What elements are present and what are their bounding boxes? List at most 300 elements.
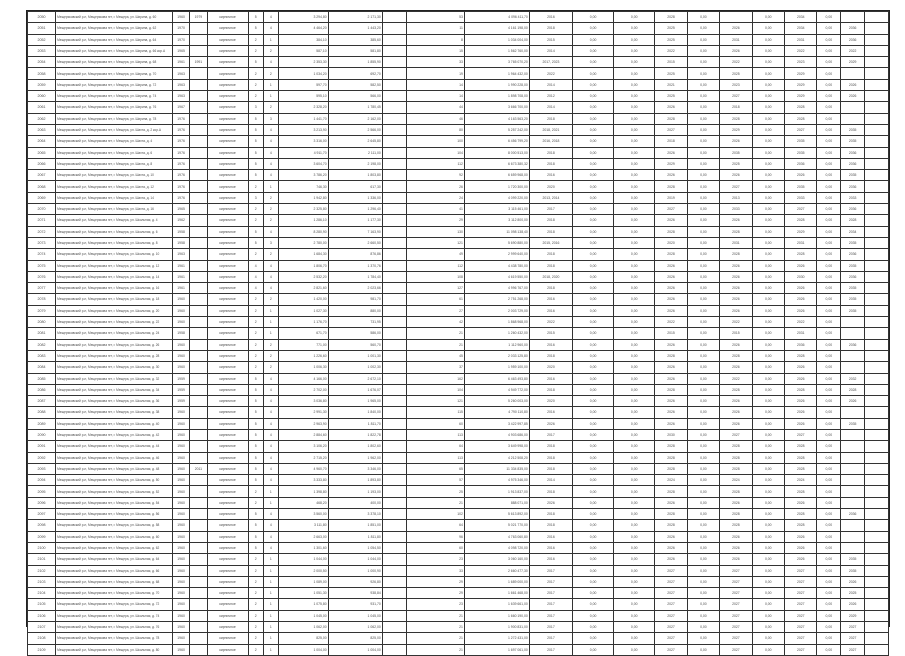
cost-cell: 4 903 686,00 — [464, 429, 529, 440]
share-2-cell: 0,00 — [687, 102, 719, 113]
wall-material-cell: кирпичное — [207, 554, 248, 565]
wall-material-cell: кирпичное — [207, 396, 248, 407]
share-3-cell: 0,00 — [752, 317, 784, 328]
share-cell: 0,00 — [614, 576, 655, 587]
year-rebuilt-cell — [190, 644, 207, 655]
blank-end-cell — [865, 441, 889, 452]
planned-year-cell: 2018 — [529, 158, 572, 169]
total-area-cell: 1 176,70 — [278, 317, 328, 328]
year-1-cell: 2027 — [655, 644, 687, 655]
floors-cell: 5 — [248, 158, 263, 169]
entrances-cell: 4 — [263, 147, 278, 158]
share-3-cell: 0,00 — [752, 644, 784, 655]
row-number-cell: 2079 — [28, 305, 56, 316]
year-3-cell: 2028 — [785, 452, 817, 463]
year-built-cell: 1963 — [172, 249, 189, 260]
year-built-cell: 1960 — [172, 305, 189, 316]
wall-material-cell: кирпичное — [207, 418, 248, 429]
year-built-cell: 1960 — [172, 554, 189, 565]
year-built-cell: 1961 — [172, 57, 189, 68]
year-1-cell: 2026 — [655, 339, 687, 350]
row-number-cell: 2085 — [28, 373, 56, 384]
wall-material-cell: кирпичное — [207, 576, 248, 587]
value-cell: 0,00 — [573, 23, 614, 34]
table-row — [28, 57, 889, 68]
address-prefix: Мещеряковский р-н, Мещерякова пгт, г. Мещера, ул. — [57, 229, 135, 234]
share-2-cell: 0,00 — [687, 599, 719, 610]
address-cell — [56, 271, 173, 282]
cost-cell: 4 438 780,00 — [464, 260, 529, 271]
share-cell: 0,00 — [614, 102, 655, 113]
address-street: Школьная, д. 44 — [135, 444, 160, 449]
year-2-cell: 2027 — [720, 599, 752, 610]
residents-cell: 130 — [406, 226, 464, 237]
year-2-cell: 2026 — [720, 554, 752, 565]
year-rebuilt-cell — [190, 362, 207, 373]
planned-year-cell: 2026 — [529, 418, 572, 429]
value-cell: 0,00 — [573, 565, 614, 576]
share-4-cell: 0,00 — [817, 350, 841, 361]
blank-cell — [382, 362, 406, 373]
living-area-cell: 7 163,90 — [328, 226, 382, 237]
floors-cell: 3 — [248, 102, 263, 113]
blank-cell — [382, 68, 406, 79]
row-number-cell: 2099 — [28, 531, 56, 542]
residents-cell: 113 — [406, 452, 464, 463]
address-prefix: Мещеряковский р-н, Мещерякова пгт, г. Мещера, ул. — [57, 71, 135, 76]
address-prefix: Мещеряковский р-н, Мещерякова пгт, г. Мещера, ул. — [57, 636, 135, 641]
planned-year-cell: 2014 — [529, 45, 572, 56]
year-4-cell: 2029 — [841, 57, 865, 68]
address-street: Шахта, д. 8 — [135, 161, 153, 166]
entrances-cell: 2 — [263, 350, 278, 361]
residents-cell: 11 — [406, 23, 464, 34]
living-area-cell: 566,00 — [328, 91, 382, 102]
total-area-cell: 3 294,80 — [278, 12, 328, 23]
living-area-cell: 1 811,70 — [328, 418, 382, 429]
address-cell — [56, 633, 173, 644]
share-4-cell: 0,00 — [817, 429, 841, 440]
year-rebuilt-cell — [190, 622, 207, 633]
address-prefix: Мещеряковский р-н, Мещерякова пгт, г. Мещера, ул. — [57, 94, 135, 99]
total-area-cell: 4 911,70 — [278, 147, 328, 158]
address-prefix: Мещеряковский р-н, Мещерякова пгт, г. Мещера, ул. — [57, 320, 135, 325]
residents-cell: 29 — [406, 215, 464, 226]
residents-cell: 37 — [406, 362, 464, 373]
total-area-cell: 1 062,00 — [278, 622, 328, 633]
floors-cell: 5 — [248, 520, 263, 531]
year-1-cell: 2028 — [655, 486, 687, 497]
address-street: Школьная, д. 64 — [135, 557, 160, 562]
share-cell: 0,00 — [614, 317, 655, 328]
row-number-cell: 2109 — [28, 644, 56, 655]
year-1-cell: 2027 — [655, 124, 687, 135]
cost-cell: 888 071,00 — [464, 497, 529, 508]
wall-material-cell: кирпичное — [207, 531, 248, 542]
planned-year-cell: 2017 — [529, 204, 572, 215]
total-area-cell: 746,30 — [278, 181, 328, 192]
year-4-cell — [841, 350, 865, 361]
year-rebuilt-cell — [190, 633, 207, 644]
year-3-cell: 2026 — [785, 283, 817, 294]
address-prefix: Мещеряковский р-н, Мещерякова пгт, г. Мещера, ул. — [57, 602, 135, 607]
share-2-cell: 0,00 — [687, 497, 719, 508]
year-built-cell: 1963 — [172, 68, 189, 79]
year-rebuilt-cell — [190, 429, 207, 440]
year-4-cell — [841, 12, 865, 23]
year-rebuilt-cell — [190, 158, 207, 169]
value-cell: 0,00 — [573, 588, 614, 599]
value-cell: 0,00 — [573, 91, 614, 102]
planned-year-cell: 2014 — [529, 79, 572, 90]
floors-cell: 5 — [248, 147, 263, 158]
total-area-cell: 1 684,30 — [278, 249, 328, 260]
year-2-cell: 2031 — [720, 34, 752, 45]
address-prefix: Мещеряковский р-н, Мещерякова пгт, г. Мещера, ул. — [57, 647, 135, 652]
address-cell — [56, 396, 173, 407]
blank-end-cell — [865, 565, 889, 576]
floors-cell: 2 — [248, 317, 263, 328]
share-2-cell: 0,00 — [687, 520, 719, 531]
year-4-cell: 2028 — [841, 215, 865, 226]
address-prefix: Мещеряковский р-н, Мещерякова пгт, г. Мещера, ул. — [57, 444, 135, 449]
year-2-cell: 2026 — [720, 294, 752, 305]
planned-year-cell: 2017 — [529, 610, 572, 621]
year-4-cell: 2035 — [841, 565, 865, 576]
entrances-cell: 4 — [263, 23, 278, 34]
address-prefix: Мещеряковский р-н, Мещерякова пгт, г. Мещера, ул. — [57, 128, 135, 133]
planned-year-cell: 2018 — [529, 441, 572, 452]
year-1-cell: 2028 — [655, 181, 687, 192]
blank-cell — [382, 102, 406, 113]
year-built-cell: 1976 — [172, 113, 189, 124]
year-4-cell — [841, 407, 865, 418]
cost-cell: 6 456 799,20 — [464, 136, 529, 147]
value-cell: 0,00 — [573, 633, 614, 644]
address-street: Школьная, д. 70 — [135, 591, 160, 596]
row-number-cell: 2082 — [28, 339, 56, 350]
year-4-cell — [841, 463, 865, 474]
residents-cell: 33 — [406, 565, 464, 576]
address-prefix: Мещеряковский р-н, Мещерякова пгт, г. Мещера, ул. — [57, 139, 135, 144]
share-cell: 0,00 — [614, 192, 655, 203]
year-2-cell: 2027 — [720, 429, 752, 440]
year-2-cell: 2026 — [720, 542, 752, 553]
share-3-cell: 0,00 — [752, 576, 784, 587]
cost-cell: 4 949 772,00 — [464, 384, 529, 395]
residents-cell: 108 — [406, 271, 464, 282]
share-2-cell: 0,00 — [687, 565, 719, 576]
year-3-cell: 2026 — [785, 531, 817, 542]
row-number-cell: 2062 — [28, 113, 56, 124]
share-4-cell: 0,00 — [817, 57, 841, 68]
year-3-cell: 2026 — [785, 260, 817, 271]
entrances-cell: 4 — [263, 136, 278, 147]
year-built-cell: 1958 — [172, 328, 189, 339]
blank-cell — [382, 147, 406, 158]
year-2-cell: 2026 — [720, 407, 752, 418]
row-number-cell: 2050 — [28, 12, 56, 23]
total-area-cell: 4 166,00 — [278, 373, 328, 384]
total-area-cell: 3 213,90 — [278, 124, 328, 135]
year-3-cell: 2028 — [785, 113, 817, 124]
year-rebuilt-cell — [190, 79, 207, 90]
entrances-cell: 4 — [263, 509, 278, 520]
planned-year-cell: 2016 — [529, 407, 572, 418]
year-built-cell: 1960 — [172, 317, 189, 328]
share-cell: 0,00 — [614, 124, 655, 135]
address-prefix: Мещеряковский р-н, Мещерякова пгт, г. Мещера, ул. — [57, 353, 135, 358]
year-2-cell: 2031 — [720, 237, 752, 248]
blank-end-cell — [865, 192, 889, 203]
blank-cell — [382, 12, 406, 23]
wall-material-cell: кирпичное — [207, 407, 248, 418]
share-cell: 0,00 — [614, 215, 655, 226]
blank-end-cell — [865, 644, 889, 655]
year-2-cell: 2026 — [720, 170, 752, 181]
share-2-cell: 0,00 — [687, 305, 719, 316]
value-cell: 0,00 — [573, 509, 614, 520]
row-number-cell: 2060 — [28, 91, 56, 102]
address-prefix: Мещеряковский р-н, Мещерякова пгт, г. Мещера, ул. — [57, 613, 135, 618]
address-street: Школьная, д. 48 — [135, 466, 160, 471]
blank-end-cell — [865, 68, 889, 79]
year-1-cell: 2024 — [655, 475, 687, 486]
year-2-cell: 2026 — [720, 531, 752, 542]
year-rebuilt-cell — [190, 192, 207, 203]
entrances-cell: 4 — [263, 124, 278, 135]
address-cell — [56, 181, 173, 192]
floors-cell: 5 — [248, 509, 263, 520]
year-1-cell: 2026 — [655, 373, 687, 384]
row-number-cell: 2098 — [28, 520, 56, 531]
cost-cell: 2 003 729,00 — [464, 305, 529, 316]
wall-material-cell: кирпичное — [207, 317, 248, 328]
share-3-cell: 0,00 — [752, 124, 784, 135]
year-3-cell: 2035 — [785, 181, 817, 192]
entrances-cell: 1 — [263, 181, 278, 192]
year-built-cell: 1976 — [172, 124, 189, 135]
living-area-cell: 880,00 — [328, 305, 382, 316]
year-3-cell: 2022 — [785, 45, 817, 56]
year-4-cell: 2026 — [841, 396, 865, 407]
share-cell: 0,00 — [614, 622, 655, 633]
address-cell — [56, 102, 173, 113]
year-3-cell: 2036 — [785, 158, 817, 169]
planned-year-cell: 2018 — [529, 463, 572, 474]
share-cell: 0,00 — [614, 136, 655, 147]
year-4-cell: 2035 — [841, 305, 865, 316]
floors-cell: 2 — [248, 362, 263, 373]
blank-end-cell — [865, 396, 889, 407]
share-3-cell: 0,00 — [752, 57, 784, 68]
blank-end-cell — [865, 12, 889, 23]
share-cell: 0,00 — [614, 497, 655, 508]
year-rebuilt-cell — [190, 610, 207, 621]
planned-year-cell: 2012 — [529, 91, 572, 102]
address-street: Шахта, д. 14 — [135, 195, 154, 200]
year-4-cell: 2035 — [841, 237, 865, 248]
year-1-cell: 2026 — [655, 283, 687, 294]
address-prefix: Мещеряковский р-н, Мещерякова пгт, г. Мещера, ул. — [57, 455, 135, 460]
residents-cell: 21 — [406, 339, 464, 350]
year-2-cell: 2022 — [720, 373, 752, 384]
wall-material-cell: кирпичное — [207, 45, 248, 56]
living-area-cell: 1 001,30 — [328, 350, 382, 361]
share-4-cell: 0,00 — [817, 475, 841, 486]
entrances-cell: 3 — [263, 113, 278, 124]
table-row — [28, 328, 889, 339]
year-3-cell: 2026 — [785, 362, 817, 373]
entrances-cell: 1 — [263, 565, 278, 576]
address-prefix: Мещеряковский р-н, Мещерякова пгт, г. Мещера, ул. — [57, 207, 135, 212]
cost-cell: 4 098 720,00 — [464, 542, 529, 553]
year-rebuilt-cell — [190, 170, 207, 181]
address-prefix: Мещеряковский р-н, Мещерякова пгт, г. Мещера, ул. — [57, 557, 135, 562]
share-2-cell: 0,00 — [687, 362, 719, 373]
value-cell: 0,00 — [573, 305, 614, 316]
floors-cell: 5 — [248, 441, 263, 452]
blank-cell — [382, 384, 406, 395]
address-cell — [56, 441, 173, 452]
year-built-cell: 1960 — [172, 294, 189, 305]
living-area-cell: 560,70 — [328, 339, 382, 350]
living-area-cell: 1 443,20 — [328, 23, 382, 34]
share-4-cell: 0,00 — [817, 599, 841, 610]
year-4-cell — [841, 429, 865, 440]
value-cell: 0,00 — [573, 215, 614, 226]
year-2-cell: 2027 — [720, 633, 752, 644]
year-built-cell: 1963 — [172, 79, 189, 90]
share-2-cell: 0,00 — [687, 57, 719, 68]
blank-cell — [382, 170, 406, 181]
wall-material-cell: кирпичное — [207, 181, 248, 192]
address-street: Ширина, д. 62 — [135, 26, 157, 31]
year-2-cell: 2013 — [720, 192, 752, 203]
blank-end-cell — [865, 34, 889, 45]
total-area-cell: 3 333,80 — [278, 475, 328, 486]
residents-cell: 102 — [406, 509, 464, 520]
table-row — [28, 418, 889, 429]
year-1-cell: 2028 — [655, 12, 687, 23]
planned-year-cell: 2017, 2023 — [529, 57, 572, 68]
value-cell: 0,00 — [573, 181, 614, 192]
year-3-cell: 2027 — [785, 429, 817, 440]
planned-year-cell: 2022 — [529, 68, 572, 79]
table-row — [28, 497, 889, 508]
floors-cell: 5 — [248, 373, 263, 384]
share-4-cell: 0,00 — [817, 418, 841, 429]
value-cell: 0,00 — [573, 407, 614, 418]
year-rebuilt-cell — [190, 475, 207, 486]
year-rebuilt-cell — [190, 418, 207, 429]
share-4-cell: 0,00 — [817, 170, 841, 181]
residents-cell: 21 — [406, 328, 464, 339]
share-2-cell: 0,00 — [687, 633, 719, 644]
residents-cell: 104 — [406, 147, 464, 158]
entrances-cell: 4 — [263, 463, 278, 474]
year-1-cell: 2020 — [655, 237, 687, 248]
year-2-cell: 2028 — [720, 384, 752, 395]
entrances-cell: 2 — [263, 339, 278, 350]
value-cell: 0,00 — [573, 599, 614, 610]
entrances-cell: 1 — [263, 588, 278, 599]
residents-cell: 57 — [406, 475, 464, 486]
year-2-cell: 2026 — [720, 339, 752, 350]
value-cell: 0,00 — [573, 204, 614, 215]
share-4-cell: 0,00 — [817, 204, 841, 215]
year-1-cell: 2027 — [655, 599, 687, 610]
address-cell — [56, 384, 173, 395]
blank-end-cell — [865, 554, 889, 565]
address-prefix: Мещеряковский р-н, Мещерякова пгт, г. Мещера, ул. — [57, 365, 135, 370]
value-cell: 0,00 — [573, 610, 614, 621]
blank-end-cell — [865, 497, 889, 508]
year-rebuilt-cell: 1991 — [190, 57, 207, 68]
year-2-cell: 2026 — [720, 283, 752, 294]
blank-end-cell — [865, 79, 889, 90]
year-3-cell: 2027 — [785, 622, 817, 633]
blank-cell — [382, 271, 406, 282]
table-row — [28, 339, 889, 350]
share-2-cell: 0,00 — [687, 317, 719, 328]
year-3-cell: 2026 — [785, 418, 817, 429]
row-number-cell: 2097 — [28, 509, 56, 520]
share-4-cell: 0,00 — [817, 622, 841, 633]
year-1-cell: 2028 — [655, 441, 687, 452]
living-area-cell: 2 162,00 — [328, 113, 382, 124]
entrances-cell: 4 — [263, 429, 278, 440]
blank-cell — [382, 463, 406, 474]
planned-year-cell: 2016 — [529, 373, 572, 384]
entrances-cell: 1 — [263, 305, 278, 316]
planned-year-cell: 2018 — [529, 113, 572, 124]
blank-cell — [382, 452, 406, 463]
year-3-cell: 2028 — [785, 486, 817, 497]
address-street: Школьная, д. 32 — [135, 376, 160, 381]
year-1-cell: 2028 — [655, 463, 687, 474]
year-2-cell: 2026 — [720, 215, 752, 226]
value-cell: 0,00 — [573, 294, 614, 305]
floors-cell: 2 — [248, 599, 263, 610]
year-built-cell: 1960 — [172, 520, 189, 531]
year-built-cell: 1976 — [172, 170, 189, 181]
year-1-cell: 2026 — [655, 542, 687, 553]
year-rebuilt-cell — [190, 147, 207, 158]
blank-end-cell — [865, 57, 889, 68]
share-4-cell: 0,00 — [817, 463, 841, 474]
year-4-cell: 2025 — [841, 588, 865, 599]
floors-cell: 2 — [248, 610, 263, 621]
year-built-cell: 1960 — [172, 452, 189, 463]
wall-material-cell: кирпичное — [207, 113, 248, 124]
wall-material-cell: кирпичное — [207, 102, 248, 113]
table-row — [28, 283, 889, 294]
share-cell: 0,00 — [614, 418, 655, 429]
residents-cell: 21 — [406, 644, 464, 655]
value-cell: 0,00 — [573, 497, 614, 508]
cost-cell: 6 463 493,80 — [464, 373, 529, 384]
address-street: Шахта, д. 4 — [135, 139, 153, 144]
year-2-cell: 2028 — [720, 226, 752, 237]
blank-cell — [382, 136, 406, 147]
wall-material-cell: кирпичное — [207, 294, 248, 305]
total-area-cell: 8 280,90 — [278, 226, 328, 237]
address-street: Школьная, д. 14 — [135, 274, 160, 279]
share-3-cell: 0,00 — [752, 633, 784, 644]
address-prefix: Мещеряковский р-н, Мещерякова пгт, г. Мещера, ул. — [57, 579, 135, 584]
address-prefix: Мещеряковский р-н, Мещерякова пгт, г. Мещера, ул. — [57, 387, 135, 392]
